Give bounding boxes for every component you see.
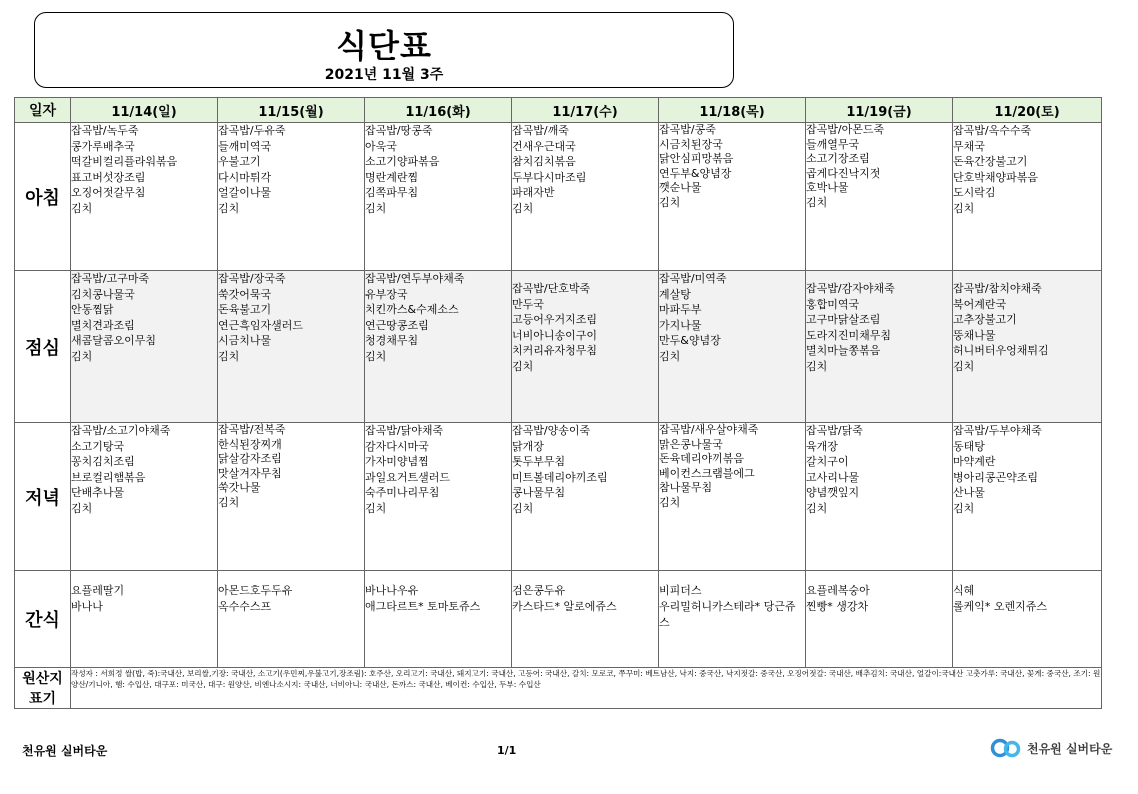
day-header: 11/19(금) xyxy=(806,98,953,123)
menu-item: 마약계란 xyxy=(953,455,996,468)
menu-item: 김치 xyxy=(365,201,387,215)
meal-row xyxy=(15,271,1102,423)
menu-item: 베이컨스크램블에그 xyxy=(659,466,755,480)
menu-item: 김치 xyxy=(953,501,975,515)
menu-item: 시금치나물 xyxy=(218,334,272,347)
menu-item: 참치김치볶음 xyxy=(512,155,576,168)
logo-text: 천유원 실버타운 xyxy=(1027,741,1113,756)
menu-item: 잡곡밥/녹두죽 xyxy=(71,124,139,137)
title-box xyxy=(34,12,734,88)
menu-item: 한식된장찌개 xyxy=(218,437,282,451)
menu-item: 떡갈비컬리플라워볶음 xyxy=(71,155,178,168)
menu-item: 바나나우유 xyxy=(365,584,419,597)
menu-item: 연근흑임자샐러드 xyxy=(218,318,304,332)
date-column-header: 일자 xyxy=(15,98,71,123)
menu-cell xyxy=(806,423,953,571)
menu-cell xyxy=(659,571,806,668)
menu-item: 톳두부무침 xyxy=(512,455,566,468)
menu-cell xyxy=(365,571,512,668)
menu-item: 잡곡밥/닭죽 xyxy=(806,424,863,437)
menu-item: 김치 xyxy=(953,359,975,373)
menu-cell xyxy=(512,423,659,571)
menu-item: 닭살감자조림 xyxy=(218,452,282,465)
menu-item: 콩가루배추국 xyxy=(71,139,135,153)
menu-item: 김치 xyxy=(365,501,387,515)
menu-item: 잡곡밥/땅콩죽 xyxy=(365,124,433,137)
menu-item: 소고기장조림 xyxy=(806,152,870,165)
origin-text: 작성자 : 서희정 쌀(밥, 죽):국내산, 보리쌀,기장: 국내산, 소고기(우민찌,우불고기,장조림): 호주산, 오리고기: 국내산, 돼지고기: 국내산, 고등어: 국내산, 갈치: 모로코, 쭈꾸미: 베트남산, 낙지: 중국산, 낙지젓갈: 중국산, 오징어젓갈: 국내산, 배추김치: 국내산, 얼갈이:국내산 고춧가루: 국내산, 꽃게: 중국산, 조기: 원양산/기니아, 햄: 수입산, 대구포: 미국산, 대구: 원양산, 비엔나소시지: 국내산, 너비아니: 국내산, 돈까스: 국내산, 베이컨: 수입산, 두부: 수입산 xyxy=(71,668,1102,709)
menu-item: 김치 xyxy=(659,349,681,363)
menu-item: 김치 xyxy=(218,349,240,363)
page-subtitle: 2021년 11월 3주 xyxy=(324,67,444,83)
day-header: 11/15(월) xyxy=(218,98,365,123)
day-header: 11/18(목) xyxy=(659,98,806,123)
menu-item: 바나나 xyxy=(71,600,103,613)
menu-cell xyxy=(365,271,512,423)
menu-cell xyxy=(953,423,1102,571)
menu-item: 잡곡밥/콩죽 xyxy=(659,123,716,136)
menu-item: 잡곡밥/두부야채죽 xyxy=(953,424,1042,437)
menu-item: 연근땅콩조림 xyxy=(365,318,429,332)
menu-item: 건새우근대국 xyxy=(512,139,576,153)
menu-cell xyxy=(512,123,659,271)
menu-item: 꽁치김치조림 xyxy=(71,455,135,468)
menu-item: 미트볼데리야끼조림 xyxy=(512,470,608,484)
menu-item: 잡곡밥/닭야채죽 xyxy=(365,424,444,437)
menu-item: 파래자반 xyxy=(512,186,555,199)
menu-item: 감자다시마국 xyxy=(365,439,429,453)
menu-cell xyxy=(953,571,1102,668)
menu-cell xyxy=(218,271,365,423)
menu-item: 새콤달콤오이무침 xyxy=(71,334,157,347)
menu-cell xyxy=(806,571,953,668)
footer-org-name: 천유원 실버타운 xyxy=(22,744,108,758)
menu-item: 잡곡밥/소고기야채죽 xyxy=(71,424,171,437)
menu-item: 안동찜닭 xyxy=(71,303,114,316)
menu-item: 갈치구이 xyxy=(806,455,849,468)
menu-item: 잡곡밥/감자야채죽 xyxy=(806,282,895,295)
logo-icon xyxy=(990,738,1024,758)
menu-item: 김치콩나물국 xyxy=(71,287,135,301)
day-header: 11/17(수) xyxy=(512,98,659,123)
menu-item: 숙주미나리무침 xyxy=(365,486,440,499)
menu-item: 북어계란국 xyxy=(953,297,1007,311)
menu-item: 닭개장 xyxy=(512,439,544,453)
day-header: 11/20(토) xyxy=(953,98,1102,123)
menu-item: 시금치된장국 xyxy=(659,137,723,151)
origin-label: 원산지 표기 xyxy=(15,668,71,709)
menu-item: 만두&양념장 xyxy=(659,334,721,347)
menu-item: 잡곡밥/옥수수죽 xyxy=(953,124,1032,137)
menu-item: 호박나물 xyxy=(806,181,849,194)
menu-item: 콩나물무침 xyxy=(512,486,566,499)
menu-item: 유부장국 xyxy=(365,287,408,301)
menu-item: 김쪽파무침 xyxy=(365,186,419,199)
menu-table xyxy=(14,97,1102,709)
menu-item: 깻순나물 xyxy=(659,181,702,194)
meal-row xyxy=(15,123,1102,271)
menu-item: 치킨까스&수제소스 xyxy=(365,303,459,316)
menu-item: 옥수수스프 xyxy=(218,600,272,613)
menu-item: 단호박채양파볶음 xyxy=(953,170,1039,184)
menu-item: 표고버섯장조림 xyxy=(71,170,146,184)
menu-item: 들깨열무국 xyxy=(806,137,860,151)
menu-item: 만두국 xyxy=(512,297,544,311)
menu-item: 김치 xyxy=(659,195,681,209)
meal-row xyxy=(15,423,1102,571)
menu-cell xyxy=(512,571,659,668)
menu-item: 아욱국 xyxy=(365,139,397,153)
menu-item: 무채국 xyxy=(953,139,985,153)
menu-item: 잡곡밥/아몬드죽 xyxy=(806,123,885,136)
menu-cell xyxy=(71,571,218,668)
meal-label: 저녁 xyxy=(15,423,71,571)
menu-item: 김치 xyxy=(218,495,240,509)
meal-label: 간식 xyxy=(15,571,71,668)
menu-item: 명란계란찜 xyxy=(365,170,419,184)
menu-item: 잡곡밥/두유죽 xyxy=(218,124,286,137)
menu-item: 과일요거트샐러드 xyxy=(365,470,451,484)
menu-item: 다시마튀각 xyxy=(218,170,272,184)
menu-cell xyxy=(953,123,1102,271)
menu-item: 치커리유자청무침 xyxy=(512,344,598,357)
menu-item: 산나물 xyxy=(953,486,985,499)
menu-item: 곱게다진낙지젓 xyxy=(806,166,881,180)
menu-cell xyxy=(806,123,953,271)
menu-item: 돈육간장불고기 xyxy=(953,155,1028,168)
menu-item: 아몬드호두두유 xyxy=(218,584,293,597)
menu-item: 김치 xyxy=(71,501,93,515)
menu-item: 맛살겨자무침 xyxy=(218,466,282,480)
menu-item: 김치 xyxy=(512,501,534,515)
menu-item: 김치 xyxy=(512,201,534,215)
menu-item: 참나물무침 xyxy=(659,481,713,494)
menu-item: 도라지진미채무침 xyxy=(806,328,892,342)
menu-item: 롤케익* 오렌지쥬스 xyxy=(953,600,1048,613)
menu-item: 청경채무침 xyxy=(365,334,419,347)
menu-cell xyxy=(218,423,365,571)
menu-item: 김치 xyxy=(806,195,828,209)
menu-item: 육개장 xyxy=(806,439,838,453)
menu-cell xyxy=(71,123,218,271)
menu-item: 잡곡밥/단호박죽 xyxy=(512,282,591,295)
menu-item: 김치 xyxy=(71,201,93,215)
menu-cell xyxy=(218,571,365,668)
menu-item: 돈육데리야끼볶음 xyxy=(659,452,745,465)
page-title: 식단표 xyxy=(336,27,432,65)
menu-item: 잡곡밥/새우살야채죽 xyxy=(659,423,759,436)
menu-item: 병아리콩곤약조림 xyxy=(953,470,1039,484)
menu-item: 멸치견과조림 xyxy=(71,318,135,332)
menu-item: 고사리나물 xyxy=(806,470,860,484)
menu-item: 연두부&양념장 xyxy=(659,166,732,180)
menu-item: 동태탕 xyxy=(953,439,985,453)
menu-item: 두부다시마조림 xyxy=(512,170,587,184)
menu-item: 비피더스 xyxy=(659,584,702,597)
menu-item: 찐빵* 생강차 xyxy=(806,600,869,613)
menu-cell xyxy=(806,271,953,423)
meal-label: 점심 xyxy=(15,271,71,423)
meal-label: 아침 xyxy=(15,123,71,271)
menu-item: 잡곡밥/양송이죽 xyxy=(512,424,591,437)
day-header: 11/14(일) xyxy=(71,98,218,123)
menu-item: 맑은콩나물국 xyxy=(659,437,723,451)
menu-item: 카스타드* 알로에쥬스 xyxy=(512,600,617,613)
menu-item: 김치 xyxy=(365,349,387,363)
menu-item: 김치 xyxy=(512,359,534,373)
menu-item: 고구마닭살조림 xyxy=(806,313,881,326)
menu-item: 단배추나물 xyxy=(71,486,125,499)
menu-item: 검은콩두유 xyxy=(512,584,566,597)
menu-item: 김치 xyxy=(659,495,681,509)
menu-item: 얼갈이나물 xyxy=(218,186,272,199)
menu-item: 허니버터우엉채튀김 xyxy=(953,344,1049,357)
menu-item: 뚱채나물 xyxy=(953,328,996,342)
menu-item: 김치 xyxy=(953,201,975,215)
menu-item: 닭안심피망볶음 xyxy=(659,152,734,165)
menu-cell xyxy=(659,123,806,271)
header-row xyxy=(15,98,1102,123)
menu-cell xyxy=(659,271,806,423)
menu-item: 멸치마늘쫑볶음 xyxy=(806,344,881,357)
menu-cell xyxy=(659,423,806,571)
origin-row xyxy=(15,668,1102,709)
menu-item: 요플레딸기 xyxy=(71,584,125,597)
menu-cell xyxy=(953,271,1102,423)
meal-row xyxy=(15,571,1102,668)
menu-item: 소고기양파볶음 xyxy=(365,155,440,168)
menu-item: 애그타르트* 토마토쥬스 xyxy=(365,600,481,613)
menu-item: 잡곡밥/연두부야채죽 xyxy=(365,272,465,285)
menu-item: 요플레복숭아 xyxy=(806,584,870,597)
menu-item: 잡곡밥/깨죽 xyxy=(512,124,569,137)
menu-item: 가지나물 xyxy=(659,318,702,332)
menu-item: 홍합미역국 xyxy=(806,297,860,311)
menu-item: 우불고기 xyxy=(218,155,261,168)
menu-item: 식혜 xyxy=(953,584,975,597)
menu-cell xyxy=(218,123,365,271)
menu-item: 오징어젓갈무침 xyxy=(71,186,146,199)
menu-cell xyxy=(365,423,512,571)
menu-item: 양념깻잎지 xyxy=(806,486,860,499)
menu-item: 우리밀허니카스테라* 당근쥬스 xyxy=(659,600,796,629)
menu-item: 잡곡밥/장국죽 xyxy=(218,272,286,285)
menu-item: 쑥갓어묵국 xyxy=(218,287,272,301)
menu-item: 마파두부 xyxy=(659,303,702,316)
menu-item: 가자미양념찜 xyxy=(365,455,429,468)
menu-item: 김치 xyxy=(218,201,240,215)
menu-item: 고추장불고기 xyxy=(953,313,1017,326)
menu-item: 잡곡밥/전복죽 xyxy=(218,423,286,436)
menu-item: 잡곡밥/미역죽 xyxy=(659,272,727,285)
menu-item: 브로컬리햄볶음 xyxy=(71,470,146,484)
menu-item: 김치 xyxy=(806,501,828,515)
menu-item: 잡곡밥/참치야채죽 xyxy=(953,282,1042,295)
menu-item: 소고기탕국 xyxy=(71,439,125,453)
menu-item: 너비아니송이구이 xyxy=(512,328,598,342)
page-number: 1/1 xyxy=(497,744,517,757)
menu-item: 고등어우거지조림 xyxy=(512,313,598,326)
day-header: 11/16(화) xyxy=(365,98,512,123)
menu-item: 김치 xyxy=(71,349,93,363)
org-logo xyxy=(990,738,1112,758)
menu-cell xyxy=(512,271,659,423)
menu-cell xyxy=(71,271,218,423)
menu-item: 계살탕 xyxy=(659,287,691,301)
menu-item: 쑥갓나물 xyxy=(218,481,261,494)
menu-item: 들깨미역국 xyxy=(218,139,272,153)
menu-item: 도시락김 xyxy=(953,186,996,199)
menu-cell xyxy=(71,423,218,571)
menu-item: 잡곡밥/고구마죽 xyxy=(71,272,150,285)
menu-cell xyxy=(365,123,512,271)
menu-item: 돈육불고기 xyxy=(218,303,272,316)
menu-item: 김치 xyxy=(806,359,828,373)
